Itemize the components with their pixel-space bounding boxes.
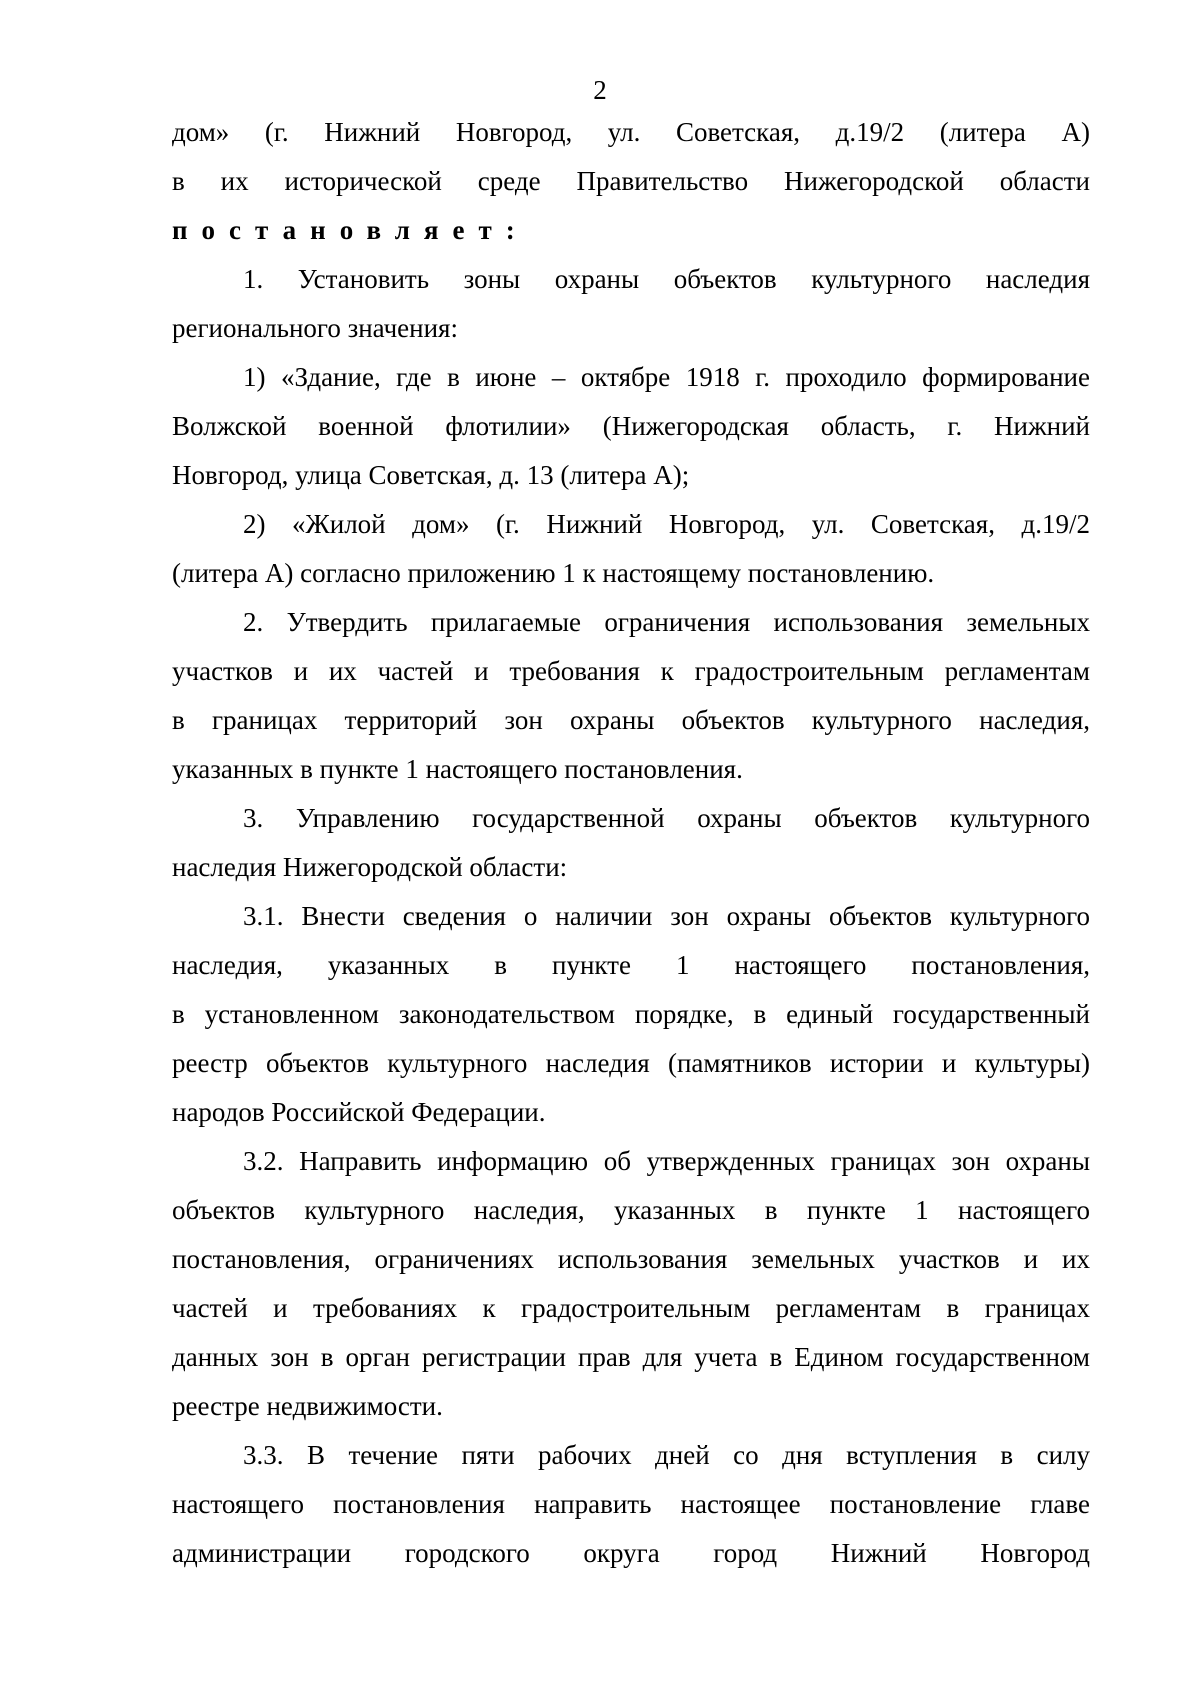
text-line: постановления, ограничениях использования земельных участков и их [172,1244,1090,1274]
text-line: Новгород, улица Советская, д. 13 (литера А); [172,460,690,490]
text-line: в границах территорий зон охраны объектов культурного наследия, [172,705,1090,735]
text-line: (литера А) согласно приложению 1 к настоящему постановлению. [172,558,935,588]
text-line: народов Российской Федерации. [172,1097,546,1127]
text-line: администрации городского округа город Нижний Новгород [172,1538,1090,1568]
paragraph-2-line: 2. Утвердить прилагаемые ограничения использования земельных [243,607,1090,637]
paragraph-3-2-line: 3.2. Направить информацию об утвержденных границах зон охраны [243,1146,1090,1176]
text-line: Волжской военной флотилии» (Нижегородская область, г. Нижний [172,411,1090,441]
decree-word: постановляет: [172,215,529,245]
text-line: в установленном законодательством порядке, в единый государственный [172,999,1090,1029]
text-line: дом» (г. Нижний Новгород, ул. Советская, д.19/2 (литера А) [172,117,1090,147]
text-line: реестр объектов культурного наследия (памятников истории и культуры) [172,1048,1090,1078]
paragraph-3-1-line: 3.1. Внести сведения о наличии зон охраны объектов культурного [243,901,1090,931]
text-line: объектов культурного наследия, указанных в пункте 1 настоящего [172,1195,1090,1225]
page-number: 2 [593,75,607,105]
text-line: наследия Нижегородской области: [172,852,568,882]
paragraph-1-line: 1. Установить зоны охраны объектов культурного наследия [243,264,1090,294]
text-line: регионального значения: [172,313,458,343]
text-line: данных зон в орган регистрации прав для учета в Едином государственном [172,1342,1090,1372]
paragraph-1-1-line: 1) «Здание, где в июне – октябре 1918 г. проходило формирование [243,362,1090,392]
paragraph-1-2-line: 2) «Жилой дом» (г. Нижний Новгород, ул. Советская, д.19/2 [243,509,1090,539]
text-line: наследия, указанных в пункте 1 настоящего постановления, [172,950,1090,980]
text-line: участков и их частей и требования к градостроительным регламентам [172,656,1090,686]
text-line: настоящего постановления направить настоящее постановление главе [172,1489,1090,1519]
paragraph-3-3-line: 3.3. В течение пяти рабочих дней со дня вступления в силу [243,1440,1090,1470]
text-line: в их исторической среде Правительство Нижегородской области [172,166,1090,196]
text-line: частей и требованиях к градостроительным регламентам в границах [172,1293,1090,1323]
text-line: указанных в пункте 1 настоящего постановления. [172,754,743,784]
text-line: реестре недвижимости. [172,1391,443,1421]
paragraph-3-line: 3. Управлению государственной охраны объектов культурного [243,803,1090,833]
